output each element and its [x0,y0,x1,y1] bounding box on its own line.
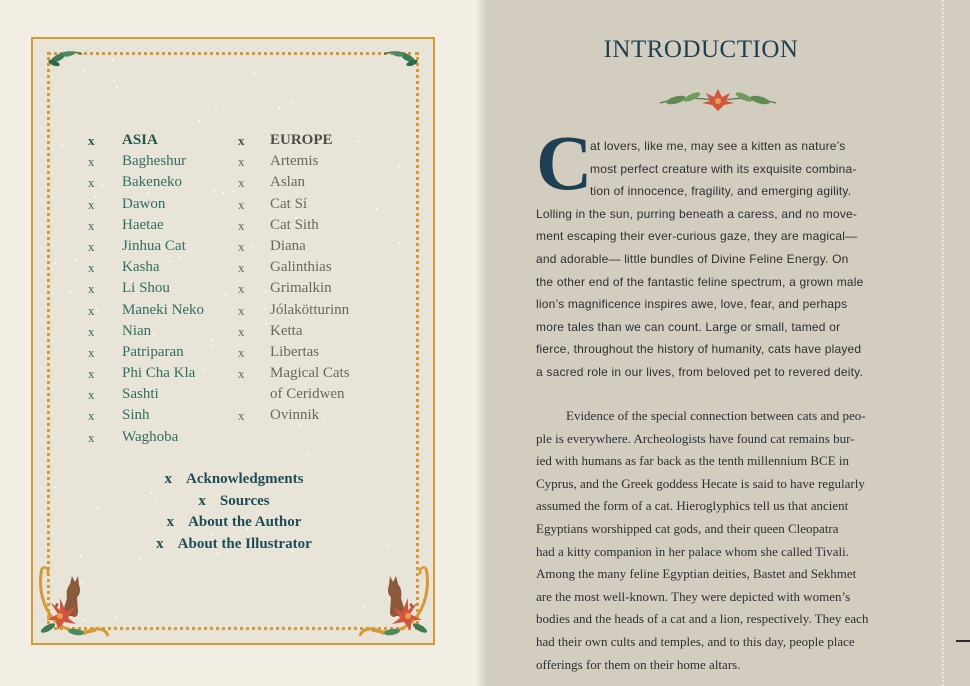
toc-mark: x [238,238,245,254]
text-line: Cyprus, and the Greek goddess Hecate is said to have regularly [536,475,865,491]
floral-ornament-icon [656,85,780,111]
toc-entry-label: Artemis [270,153,319,170]
speck [398,165,400,167]
speck [308,453,310,455]
toc-heading-label: EUROPE [270,132,333,148]
toc-mark: x [166,514,175,530]
toc-mark: x [238,323,245,339]
toc-mark: x [88,429,95,445]
page-edge-dots [942,0,944,686]
toc-entry-label: Libertas [270,343,320,360]
toc-mark: x [238,260,245,276]
toc-entry-label: Ovinnik [270,407,320,424]
toc-entry-label: Cat Sith [270,216,319,233]
speck [114,616,116,618]
text-line: had their own cults and temples, and to this day, people place [536,633,855,649]
text-line: had a kitty companion in her palace whom she called Tivali. [536,543,850,559]
text-line: the other end of the fantastic feline spectrum, a grown male [536,274,864,289]
speck [198,120,200,122]
toc-mark: x [88,281,95,297]
text-line: lion’s magnificence inspires awe, love, fear, and perhaps [536,297,848,312]
toc-entry-label: Haetae [122,216,164,233]
toc-mark: x [88,408,95,424]
toc-mark: x [88,344,95,360]
speck [211,339,213,341]
toc-entry-label: Phi Cha Kla [122,365,196,382]
toc-entry-about-illustrator[interactable] [48,534,420,556]
speck [82,70,84,72]
toc-entry-label: Li Shou [122,280,170,297]
page-edge-tick [956,640,970,642]
text-line: and adorable— little bundles of Divine Feline Energy. On [536,251,849,266]
toc-entry-label: Jólakötturinn [270,301,350,318]
toc-mark: x [156,535,164,552]
toc-mark: x [88,238,95,254]
toc-mark: x [238,175,245,191]
speck [398,242,400,244]
drop-cap: C [536,119,593,206]
toc-entry-label: Acknowledgments [185,471,304,487]
speck [215,307,217,309]
toc-mark: x [88,323,95,339]
text-line: offerings for them on their home altars. [536,656,741,672]
speck [225,293,227,295]
toc-entry-label: Sashti [122,386,159,403]
text-line: are the most well-known. They were depicted with women’s [536,588,851,604]
toc-mark: x [88,196,95,212]
toc-entry-label: Nian [122,322,152,339]
speck [112,59,114,61]
page-title: INTRODUCTION [603,36,799,63]
toc-entry-label: Dawon [122,195,166,212]
toc-entry-label: Kasha [122,259,160,276]
toc-entry-sources[interactable] [48,491,420,513]
cat-corner-illustration [36,562,112,640]
toc-mark: x [88,302,95,318]
toc-mark: x [238,408,245,424]
speck [255,334,257,336]
toc-entry-label: About the Illustrator [177,535,312,552]
toc-mark: x [238,133,245,148]
toc-mark: x [238,154,245,170]
toc-entry-label: Waghoba [122,428,179,445]
text-line: tion of innocence, fragility, and emerging agility. [590,184,852,199]
toc-mark: x [238,344,245,360]
speck [253,72,255,74]
toc-mark: x [88,133,95,148]
toc-entry-label: Galinthias [270,259,332,276]
right-page [486,0,970,686]
leaf-sprig-icon [46,48,84,68]
text-line: fierce, throughout the history of humanity, cats have played [536,342,862,357]
intro-paragraph-2 [536,405,868,676]
toc-entry-label: Sinh [122,407,150,424]
text-line: Among the many feline Egyptian deities, Bastet and Sekhmet [536,566,857,582]
text-line: ple is everywhere. Archeologists have found cat remains bur- [536,430,855,446]
toc-back-matter [48,469,420,555]
toc-mark: x [88,387,95,403]
toc-mark: x [88,175,95,191]
toc-entry-acknowledgments[interactable] [48,469,420,491]
toc-mark: x [88,260,95,276]
toc-entry-label: About the Author [188,514,302,530]
toc-entry-label: Aslan [270,174,305,191]
toc-entry-label: Maneki Neko [122,301,205,318]
speck [264,308,266,310]
toc-mark: x [88,217,95,233]
text-line: ment escaping their ever-curious gaze, they are magical— [536,229,858,244]
toc-entry-label: Ketta [270,322,303,339]
text-line: ied with humans as far back as the tenth millennium BCE in [536,453,850,469]
intro-paragraph-1 [536,135,864,384]
speck [55,262,57,264]
toc-entry-about-author[interactable] [48,512,420,534]
toc-entry-label: Cat Sí [270,195,308,212]
toc-mark: x [88,154,95,170]
text-line: assumed the form of a cat. Hieroglyphics tell us that ancient [536,498,849,514]
text-line: at lovers, like me, may see a kitten as nature’s [590,139,846,153]
toc-mark: x [238,366,245,382]
toc-mark: x [238,196,245,212]
toc-entry-label: of Ceridwen [270,386,345,403]
toc-heading-label: ASIA [122,132,158,148]
text-line: bodies and the heads of a cat and a lion, respectively. They each [536,611,869,627]
text-line: more tales than we can count. Large or small, tamed or [536,319,841,334]
toc-entry-label: Bagheshur [122,153,187,170]
toc-mark: x [198,492,206,509]
text-line: Egyptians worshipped cat gods, and their queen Cleopatra [536,520,839,536]
toc-entry-label: Bakeneko [122,174,182,191]
toc-mark: x [164,471,172,487]
speck [278,107,280,109]
toc-entry-label: Sources [219,492,270,509]
cat-corner-illustration [356,562,432,640]
toc-entry-label: Jinhua Cat [122,237,186,254]
toc-mark: x [238,217,245,233]
toc-entry-label: Magical Cats [270,365,350,382]
text-line: Lolling in the sun, purring beneath a caress, and no move- [536,206,858,221]
toc-mark: x [238,281,245,297]
toc-entry-label: Diana [270,237,306,254]
speck [250,245,252,247]
toc-entry-label: Patriparan [122,343,184,360]
text-line: most perfect creature with its exquisite combina- [590,161,857,176]
leaf-sprig-icon [382,48,420,68]
text-line: a sacred role in our lives, from beloved pet to revered deity. [536,364,864,379]
toc-entry-label: Grimalkin [270,280,332,297]
text-line: Evidence of the special connection between cats and peo- [566,408,866,423]
toc-mark: x [88,366,95,382]
toc-mark: x [238,302,245,318]
